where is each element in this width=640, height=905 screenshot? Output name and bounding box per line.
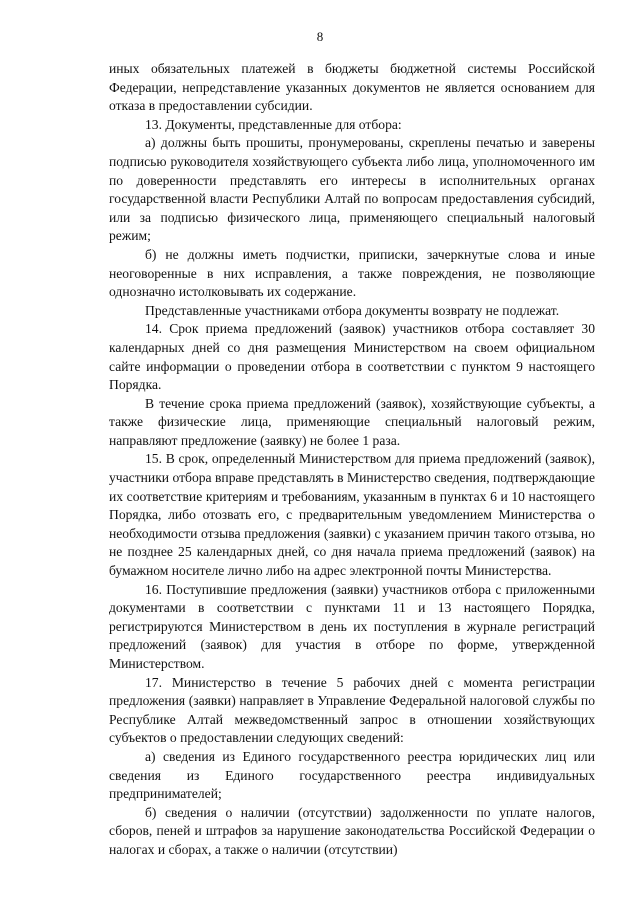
paragraph-17b: б) сведения о наличии (отсутствии) задолженности по уплате налогов, сборов, пеней и штрафов за нарушение законодательства Российской Федерации о налогах и сборах, а также о наличии (отсутствии) (109, 804, 595, 857)
paragraph-14: 14. Срок приема предложений (заявок) участников отбора составляет 30 календарных дней со дня размещения Министерством на своем официальном сайте информации о проведении отбора в соответствии с пунктом 9 настоящего Порядка. (109, 321, 595, 393)
paragraph-continuation: иных обязательных платежей в бюджеты бюджетной системы Российской Федерации, непредставление указанных документов не является основанием для отказа в предоставлении субсидии. (109, 61, 595, 114)
paragraph-13: 13. Документы, представленные для отбора: (145, 116, 402, 132)
paragraph-14-submission-limit: В течение срока приема предложений (заявок), хозяйствующие субъекты, а также физические лица, применяющие специальный налоговый режим, направляют предложение (заявку) не более 1 раза. (109, 395, 595, 448)
paragraph-13a: а) должны быть прошиты, пронумерованы, скреплены печатью и заверены подписью руководителя хозяйствующего субъекта либо лица, уполномоченного им по доверенности представлять его интересы в исполнительных органах государственной власти Республики Алтай по вопросам предоставления субсидий, или за подписью физического лица, применяющего специальный налоговый режим; (109, 135, 595, 244)
paragraph-16: 16. Поступившие предложения (заявки) участников отбора с приложенными документами в соответствии с пунктами 11 и 13 настоящего Порядка, регистрируются Министерством в день их поступления в журнале регистраций предложений (заявок) для участия в отборе по форме, утвержденной Министерством. (109, 581, 595, 671)
page-number: 8 (316, 29, 324, 44)
paragraph-documents-not-returned: Представленные участниками отбора документы возврату не подлежат. (145, 302, 560, 318)
paragraph-17a: а) сведения из Единого государственного реестра юридических лиц или сведения из Единого государственного реестра индивидуальных предпринимателей; (109, 748, 595, 802)
paragraph-17: 17. Министерство в течение 5 рабочих дней с момента регистрации предложения (заявки) направляет в Управление Федеральной налоговой службы по Республике Алтай межведомственный запрос в отношении хозяйствующих субъектов о предоставлении следующих сведений: (109, 674, 595, 746)
document-body (109, 60, 595, 860)
paragraph-13b: б) не должны иметь подчистки, приписки, зачеркнутые слова и иные неоговоренные в них исправления, а также повреждения, не позволяющие однозначно истолковывать их содержание. (109, 246, 595, 300)
paragraph-15: 15. В срок, определенный Министерством для приема предложений (заявок), участники отбора вправе представлять в Министерство сведения, подтверждающие их соответствие критериям и требованиям, указанным в пунктах 6 и 10 настоящего Порядка, либо отозвать его, с предварительным уведомлением Министерства о необходимости отзыва предложения (заявки) с указанием причин такого отзыва, но не позднее 25 календарных дней, со дня начала приема предложений (заявок) на бумажном носителе лично либо на адрес электронной почты Министерства. (109, 451, 595, 579)
